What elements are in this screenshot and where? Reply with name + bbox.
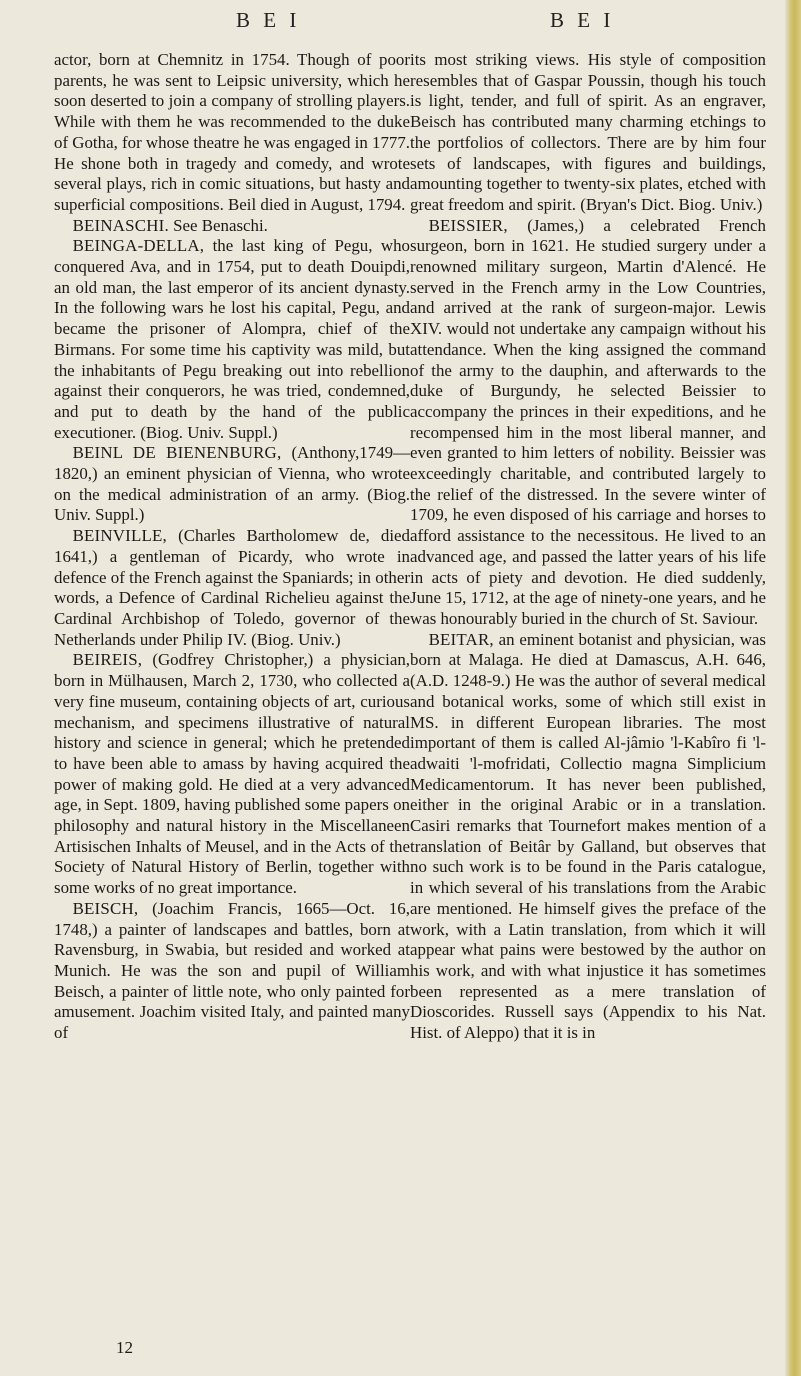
entry-beinville bbox=[54, 526, 410, 650]
left-column bbox=[54, 50, 410, 1044]
entry-headword: BEINVILLE, bbox=[72, 526, 167, 546]
entry-continuation bbox=[410, 50, 766, 216]
entry-text: its most striking views. His style of composition resembles that of Gaspar Poussin, though his touch is light, tender, and full of spirit. As an engraver, Beisch has contributed many charming etchings to the portfolios of collectors. There are by him four sets of landscapes, with figures and buildings, amounting together to twenty-six plates, etched with great freedom and spirit. (Bryan's Dict. Biog. Univ.) bbox=[410, 50, 766, 214]
entry-beireis bbox=[54, 650, 410, 898]
entry-beinga-della bbox=[54, 236, 410, 443]
entry-text: (James,) a celebrated French surgeon, born in 1621. He studied surgery under a renowned military surgeon, Martin d'Alencé. He served in the French army in the Low Countries, and arrived at the rank of surgeon-major. Lewis XIV. would not undertake any campaign without his attendance. When the king assigned the command of the army to the dauphin, and afterwards to the duke of Burgundy, he selected Beissier to accompany the princes in their expeditions, and he recompensed him in the most liberal manner, and even granted to him letters of nobility. Beissier was exceedingly charitable, and contributed largely to the relief of the distressed. In the severe winter of 1709, he even disposed of his carriage and horses to afford assistance to the necessitous. He lived to an advanced age, and passed the latter years of his life in acts of piety and devotion. He died suddenly, June 15, 1712, at the age of ninety-one years, and he was honourably buried in the church of St. Saviour. bbox=[410, 215, 766, 628]
entry-text: the last king of Pegu, who conquered Ava, and in 1754, put to death Douipdi, an old man, the last emperor of its ancient dynasty. In the following wars he lost his capital, Pegu, and became the prisoner of Alompra, chief of the Birmans. For some time his captivity was mild, but the inhabitants of Pegu breaking out into rebellion against their conquerors, he was tried, condemned, and put to death by the hand of the public executioner. (Biog. Univ. Suppl.) bbox=[54, 236, 410, 442]
running-head-left: B E I bbox=[236, 8, 301, 32]
right-column bbox=[410, 50, 766, 1044]
entry-headword: BEISSIER, bbox=[428, 215, 508, 235]
entry-headword: BEISCH, bbox=[72, 898, 139, 918]
entry-headword: BEINASCHI. bbox=[72, 215, 169, 235]
page-number: 12 bbox=[116, 1338, 133, 1357]
entry-text: (Charles Bartholomew de, died 1641,) a gentleman of Picardy, who wrote in defence of the French against the Spaniards; in other words, a Defence of Cardinal Richelieu against the Cardinal Archbishop of Toledo, governor of the Netherlands under Philip IV. (Biog. Univ.) bbox=[54, 526, 410, 649]
entry-text: See Benaschi. bbox=[173, 215, 268, 235]
entry-text: an eminent botanist and physician, was born at Malaga. He died at Damascus, A.H. 646, (A.D. 1248-9.) He was the author of several medical and botanical works, some of which still exist in MS. in different European libraries. The most important of them is called Al-jâmio 'l-Kabîro fi 'l-adwaiti 'l-mofridati, Collectio magna Simplicium Medicamentorum. It has never been published, either in the original Arabic or in a translation. Casiri remarks that Tournefort makes mention of a translation of Beitâr by Galland, but observes that no such work is to be found in the Paris catalogue, in which several of his translations from the Arabic are mentioned. He himself gives the preface of the work, with a Latin translation, from which it will appear what pains were bestowed by the author on his work, and with what injustice it has sometimes been represented as a mere translation of Dioscorides. Russell says (Appendix to his Nat. Hist. of Aleppo) that it is in bbox=[410, 629, 766, 1043]
entry-beinaschi bbox=[54, 216, 410, 237]
entry-beissier bbox=[410, 216, 766, 630]
entry-text: (Joachim Francis, 1665—Oct. 16, 1748,) a painter of landscapes and battles, born at Ravensburg, in Swabia, but resided and worked at Munich. He was the son and pupil of William Beisch, a painter of little note, who only painted for amusement. Joachim visited Italy, and painted many of bbox=[54, 898, 410, 1043]
running-head-right: B E I bbox=[550, 8, 615, 32]
entry-headword: BEINL DE BIENENBURG, bbox=[72, 443, 282, 463]
entry-text: actor, born at Chemnitz in 1754. Though of poor parents, he was sent to Leipsic university, which he soon deserted to join a company of strolling players. While with them he was recommended to the duke of Gotha, for whose theatre he was engaged in 1777. He shone both in tragedy and comedy, and wrote several plays, rich in comic situations, but hasty and superficial compositions. Beil died in August, 1794. bbox=[54, 50, 410, 214]
entry-beitar bbox=[410, 630, 766, 1044]
entry-headword: BEIREIS, bbox=[72, 650, 143, 670]
entry-text: (Godfrey Christopher,) a physician, born in Mülhausen, March 2, 1730, who collected a very fine museum, containing objects of art, curious mechanism, and specimens illustrative of natural history and science in general; which he pretended to have been able to amass by having acquired the power of making gold. He died at a very advanced age, in Sept. 1809, having published some papers on philosophy and natural history in the Miscellaneen Artisischen Inhalts of Meusel, and in the Acts of the Society of Natural History of Berlin, together with some works of no great importance. bbox=[54, 650, 410, 898]
entry-text: (Anthony,1749—1820,) an eminent physician of Vienna, who wrote on the medical administration of an army. (Biog. Univ. Suppl.) bbox=[54, 443, 410, 525]
entry-continuation bbox=[54, 50, 410, 216]
entry-beinl bbox=[54, 443, 410, 526]
entry-headword: BEINGA-DELLA, bbox=[72, 236, 205, 256]
entry-headword: BEITAR, bbox=[428, 629, 494, 649]
page-edge bbox=[785, 0, 801, 1376]
entry-beisch bbox=[54, 899, 410, 1044]
